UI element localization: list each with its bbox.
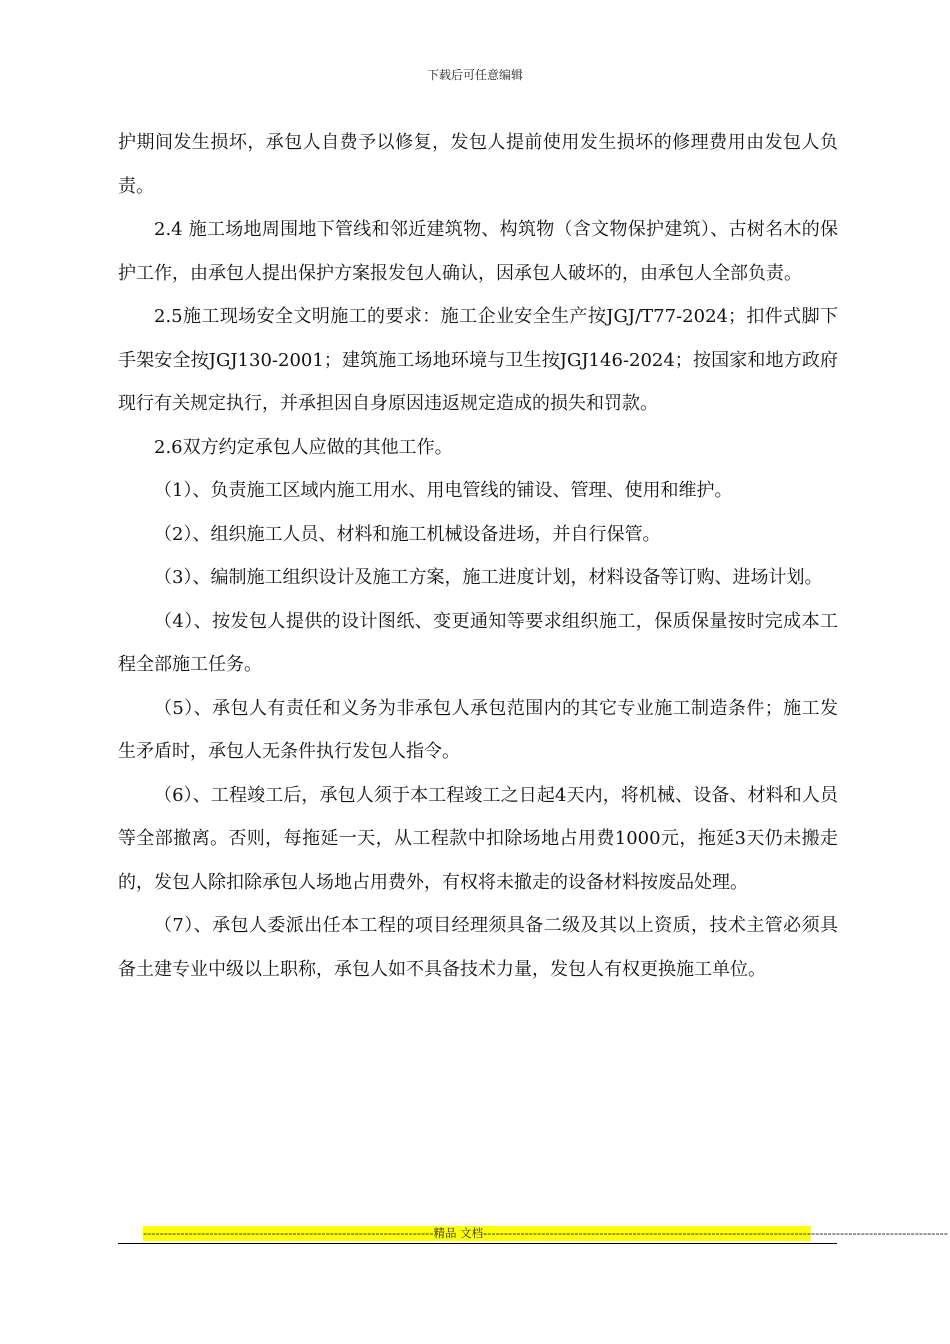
- paragraph: （1）、负责施工区域内施工用水、用电管线的铺设、管理、使用和维护。: [154, 480, 733, 501]
- footer-label: 精品 文档: [433, 1226, 484, 1240]
- paragraph: 2.6双方约定承包人应做的其他工作。: [154, 436, 453, 458]
- footer-dashes-right: ----------------------------------------------------------------------------------------------------------------: [483, 1226, 948, 1240]
- page-header: 下载后可任意编辑: [426, 68, 523, 82]
- paragraph: （3）、编制施工组织设计及施工方案，施工进度计划，材料设备等订购、进场计划。: [154, 567, 823, 588]
- footer-divider: [118, 1243, 837, 1244]
- paragraph: 护期间发生损坏，承包人自费予以修复，发包人提前使用发生损坏的修理费用由发包人负责。: [118, 132, 838, 197]
- footer-banner: [143, 1226, 948, 1241]
- paragraph: 2.4 施工场地周围地下管线和邻近建筑物、构筑物（含文物保护建筑）、古树名木的保护工作，由承包人提出保护方案报发包人确认，因承包人破坏的，由承包人全部负责。: [118, 219, 838, 284]
- paragraph: 2.5施工现场安全文明施工的要求：施工企业安全生产按JGJ/T77-2024；扣件式脚下手架安全按JGJ130-2001；建筑施工场地环境与卫生按JGJ146-2024；按国家和地方政府现行有关规定执行，并承担因自身原因违返规定造成的损失和罚款。: [118, 306, 838, 414]
- paragraph: （5）、承包人有责任和义务为非承包人承包范围内的其它专业施工制造条件；施工发生矛盾时，承包人无条件执行发包人指令。: [118, 697, 838, 762]
- paragraph: （2）、组织施工人员、材料和施工机械设备进场，并自行保管。: [154, 523, 661, 545]
- document-body: [118, 121, 838, 991]
- footer-dashes-left: ----------------------------------------------------------------------: [143, 1226, 434, 1240]
- paragraph: （6）、工程竣工后，承包人须于本工程竣工之日起4天内，将机械、设备、材料和人员等全部撤离。否则，每拖延一天，从工程款中扣除场地占用费1000元，拖延3天仍未搬走的，发包人除扣除承包人场地占用费外，有权将未撤走的设备材料按废品处理。: [118, 784, 838, 893]
- paragraph: （4）、按发包人提供的设计图纸、变更通知等要求组织施工，保质保量按时完成本工程全部施工任务。: [118, 610, 838, 675]
- paragraph: （7）、承包人委派出任本工程的项目经理须具备二级及其以上资质，技术主管必须具备土建专业中级以上职称，承包人如不具备技术力量，发包人有权更换施工单位。: [118, 915, 838, 980]
